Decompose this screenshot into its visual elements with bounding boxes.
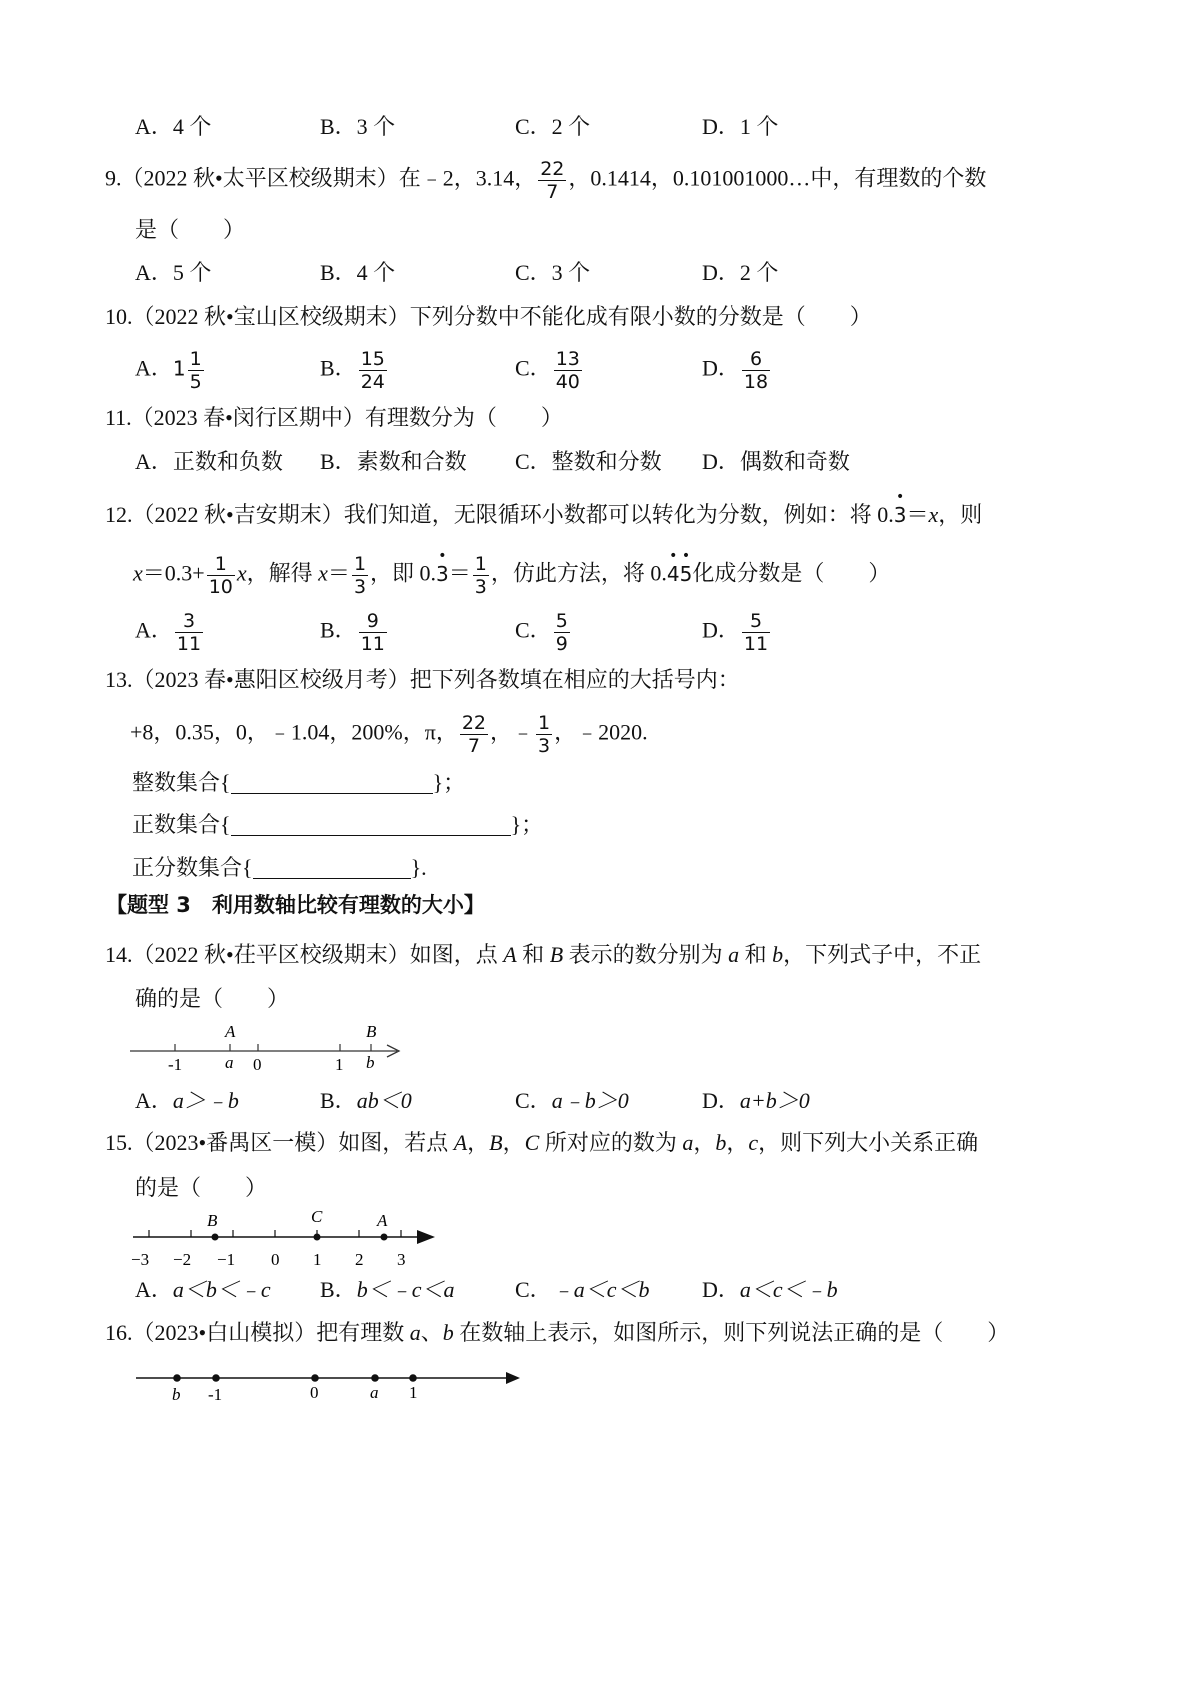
q11-option-b: B．素数和合数 xyxy=(320,449,467,474)
q12-option-c: C． $\frac{5}{9}$ xyxy=(515,610,568,655)
tick-label-neg1: −1 xyxy=(217,1250,236,1269)
q14-stem: 14.（2022 秋•茌平区校级期末）如图，点 A 和 B 表示的数分别为 a 和 b，下列式子中，不正 xyxy=(105,942,982,967)
q9-option-d: D．2 个 xyxy=(702,260,779,285)
value-label-a: a xyxy=(370,1383,379,1402)
q13-positive-set: 正数集合{ }； xyxy=(132,812,544,837)
point-label-a-upper: A xyxy=(225,1022,236,1041)
positive-fraction-set-blank[interactable] xyxy=(253,856,411,879)
tick-label-2: 2 xyxy=(355,1250,364,1269)
q13-numbers: +8，0.35，0，﹣1.04，200%，π， $\frac{22}{7}$ ，﹣ $\frac{1}{3}$ ，﹣2020. xyxy=(130,712,648,757)
value-label-b: b xyxy=(366,1053,375,1072)
integer-set-blank[interactable] xyxy=(231,771,433,794)
tick-label-1: 1 xyxy=(313,1250,322,1269)
q14-option-c: C．a﹣b＞0 xyxy=(515,1088,629,1113)
q12-stem-line1: 12.（2022 秋•吉安期末）我们知道，无限循环小数都可以转化为分数，例如：将 0.• 3＝x，则 xyxy=(105,500,982,530)
q14-number-line xyxy=(125,1022,415,1077)
q8-option-d: D．1 个 xyxy=(702,114,779,139)
q15-option-d: D．a＜c＜﹣b xyxy=(702,1277,838,1302)
q14-option-a: A．a＞﹣b xyxy=(135,1088,239,1113)
q11-stem: 11.（2023 春•闵行区期中）有理数分为（ ） xyxy=(105,405,563,430)
tick-label-neg1: -1 xyxy=(168,1055,183,1074)
q14-stem-line2: 确的是（ ） xyxy=(135,986,290,1011)
point-label-b: B xyxy=(207,1211,218,1230)
q8-option-b: B．3 个 xyxy=(320,114,396,139)
q9-stem-line2: 是（ ） xyxy=(135,217,246,242)
q9-option-a: A．5 个 xyxy=(135,260,212,285)
q15-stem: 15.（2023•番禺区一模）如图，若点 A，B，C 所对应的数为 a，b，c，则下列大小关系正确 xyxy=(105,1130,979,1155)
q15-option-c: C．﹣a＜c＜b xyxy=(515,1277,650,1302)
tick-label-0: 0 xyxy=(271,1250,280,1269)
point-label-a: A xyxy=(377,1211,388,1230)
tick-label-1: 1 xyxy=(409,1383,418,1402)
q10-option-d: D． $\frac{6}{18}$ xyxy=(702,348,769,393)
q12-option-d: D． $\frac{5}{11}$ xyxy=(702,610,769,655)
q12-stem-line2: x＝0.3+ $\frac{1}{10}$ x，解得 x＝ $\frac{1}{3}$ ，即 0.• 3＝ $\frac{1}{3}$ ，仿此方法，将 0.• 4• 5化成分数是（ ） xyxy=(133,553,890,598)
section-heading-type3: 【题型 3 利用数轴比较有理数的大小】 xyxy=(106,893,485,917)
q10-option-c: C． $\frac{13}{40}$ xyxy=(515,348,580,393)
q10-option-b: B． $\frac{15}{24}$ xyxy=(320,348,385,393)
positive-set-blank[interactable] xyxy=(231,813,511,836)
q9-stem: 9.（2022 秋•太平区校级期末）在﹣2，3.14， $\frac{22}{7}$ ，0.1414，0.101001000…中，有理数的个数 xyxy=(105,158,987,203)
tick-label-neg1: -1 xyxy=(208,1385,223,1404)
q8-option-a: A．4 个 xyxy=(135,114,212,139)
q13-integer-set: 整数集合{ }； xyxy=(132,770,466,795)
q11-option-c: C．整数和分数 xyxy=(515,449,662,474)
q11-option-d: D．偶数和奇数 xyxy=(702,449,850,474)
q8-option-c: C．2 个 xyxy=(515,114,591,139)
q9-option-b: B．4 个 xyxy=(320,260,396,285)
point-label-c: C xyxy=(311,1207,323,1226)
q15-option-a: A．a＜b＜﹣c xyxy=(135,1277,271,1302)
value-label-b: b xyxy=(172,1385,181,1404)
q11-option-a: A．正数和负数 xyxy=(135,449,283,474)
tick-label-3: 3 xyxy=(397,1250,406,1269)
tick-label-neg2: −2 xyxy=(173,1250,192,1269)
q10-option-a: A．1 $\frac{1}{5}$ xyxy=(135,348,202,393)
q13-stem: 13.（2023 春•惠阳区校级月考）把下列各数填在相应的大括号内： xyxy=(105,667,740,692)
q12-option-b: B． $\frac{9}{11}$ xyxy=(320,610,385,655)
q14-option-b: B．ab＜0 xyxy=(320,1088,412,1113)
q9-fraction: $\frac{22}{7}$ xyxy=(540,158,565,203)
value-label-a: a xyxy=(225,1053,234,1072)
q15-stem-line2: 的是（ ） xyxy=(135,1175,268,1200)
q16-stem: 16.（2023•白山模拟）把有理数 a、b 在数轴上表示，如图所示，则下列说法正确的是（ ） xyxy=(105,1320,1010,1345)
repeating-digit: • 3 xyxy=(894,500,907,530)
tick-label-neg3: −3 xyxy=(131,1250,150,1269)
q16-number-line xyxy=(130,1360,530,1405)
q10-stem: 10.（2022 秋•宝山区校级期末）下列分数中不能化成有限小数的分数是（ ） xyxy=(105,304,872,329)
q14-option-d: D．a+b＞0 xyxy=(702,1088,810,1113)
tick-label-0: 0 xyxy=(253,1055,262,1074)
q15-option-b: B．b＜﹣c＜a xyxy=(320,1277,455,1302)
q13-positive-fraction-set: 正分数集合{ }. xyxy=(132,855,427,880)
q15-number-line xyxy=(125,1206,445,1274)
tick-label-0: 0 xyxy=(310,1383,319,1402)
point-label-b-upper: B xyxy=(366,1022,377,1041)
q9-option-c: C．3 个 xyxy=(515,260,591,285)
tick-label-1: 1 xyxy=(335,1055,344,1074)
q12-option-a: A． $\frac{3}{11}$ xyxy=(135,610,202,655)
